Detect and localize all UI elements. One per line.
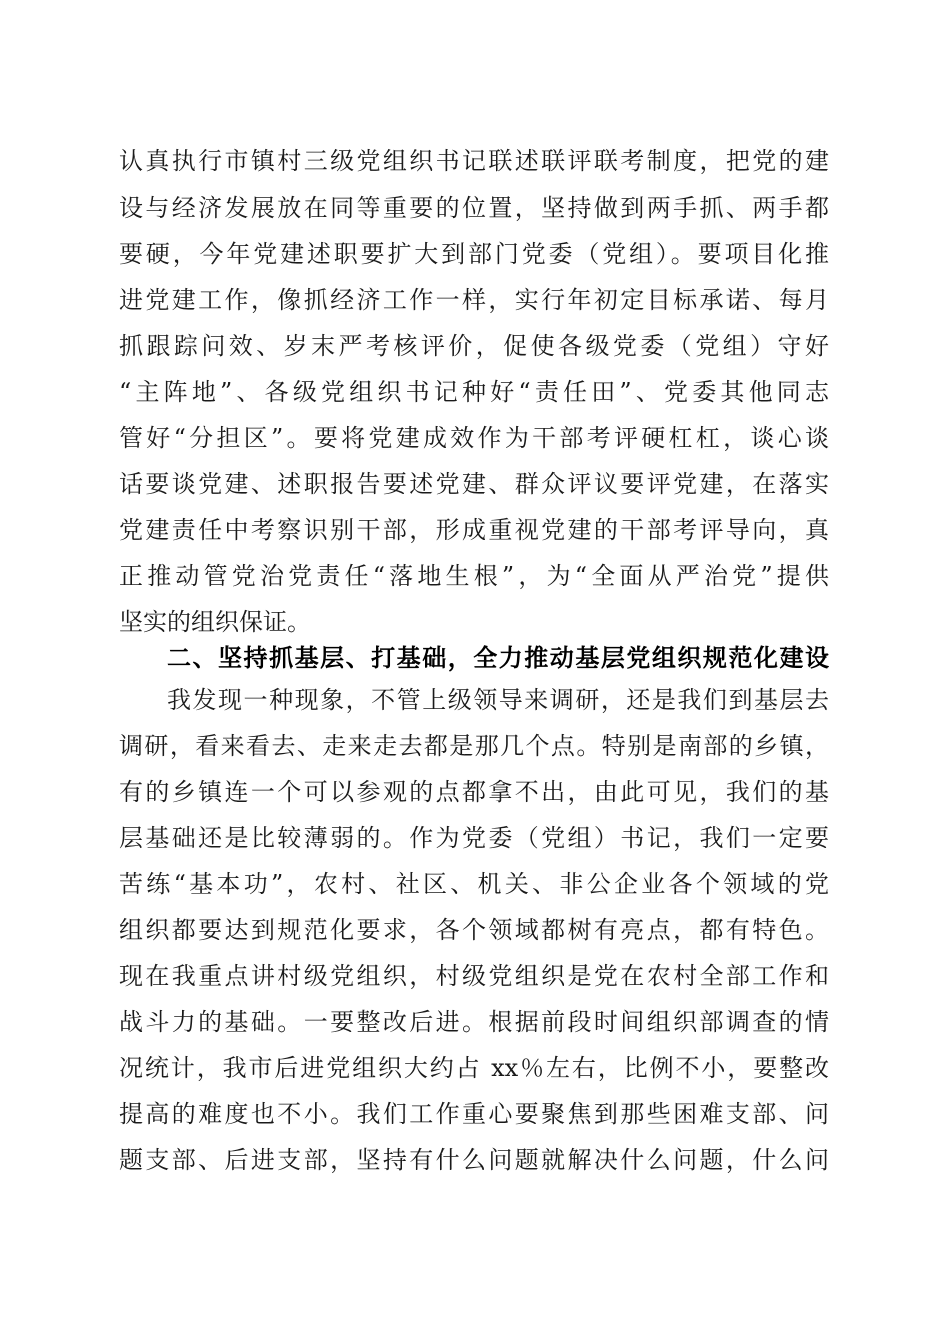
paragraph-1-line-6: “主阵地”、各级党组织书记种好“责任田”、党委其他同志 bbox=[119, 378, 829, 406]
paragraph-2-line-1: 我发现一种现象，不管上级领导来调研，还是我们到基层去 bbox=[167, 686, 829, 714]
paragraph-1-line-7: 管好“分担区”。要将党建成效作为干部考评硬杠杠，谈心谈 bbox=[119, 424, 829, 452]
paragraph-2-line-4: 层基础还是比较薄弱的。作为党委（党组）书记，我们一定要 bbox=[119, 824, 829, 852]
paragraph-2-line-2: 调研，看来看去、走来走去都是那几个点。特别是南部的乡镇， bbox=[119, 732, 829, 760]
paragraph-2-line-5: 苦练“基本功”，农村、社区、机关、非公企业各个领域的党 bbox=[119, 870, 829, 898]
paragraph-2-line-10: 提高的难度也不小。我们工作重心要聚焦到那些困难支部、问 bbox=[119, 1100, 829, 1128]
paragraph-1-line-11: 坚实的组织保证。 bbox=[119, 608, 311, 636]
paragraph-2-line-3: 有的乡镇连一个可以参观的点都拿不出，由此可见，我们的基 bbox=[119, 778, 829, 806]
paragraph-2-line-6: 组织都要达到规范化要求，各个领域都树有亮点，都有特色。 bbox=[119, 916, 829, 944]
paragraph-1-line-10: 正推动管党治党责任“落地生根”，为“全面从严治党”提供 bbox=[119, 562, 829, 590]
paragraph-2-line-9: 况统计，我市后进党组织大约占 xx％左右，比例不小，要整改 bbox=[119, 1054, 829, 1082]
paragraph-2-line-7: 现在我重点讲村级党组织，村级党组织是党在农村全部工作和 bbox=[119, 962, 829, 990]
paragraph-2-line-11: 题支部、后进支部，坚持有什么问题就解决什么问题，什么问 bbox=[119, 1146, 829, 1174]
paragraph-1-line-4: 进党建工作，像抓经济工作一样，实行年初定目标承诺、每月 bbox=[119, 286, 829, 314]
paragraph-1-line-9: 党建责任中考察识别干部，形成重视党建的干部考评导向，真 bbox=[119, 516, 829, 544]
paragraph-1-line-2: 设与经济发展放在同等重要的位置，坚持做到两手抓、两手都 bbox=[119, 194, 829, 222]
paragraph-1-line-3: 要硬，今年党建述职要扩大到部门党委（党组）。要项目化推 bbox=[119, 240, 829, 268]
section-heading: 二、坚持抓基层、打基础，全力推动基层党组织规范化建设 bbox=[167, 644, 829, 672]
paragraph-1-line-8: 话要谈党建、述职报告要述党建、群众评议要评党建，在落实 bbox=[119, 470, 829, 498]
paragraph-1-line-5: 抓跟踪问效、岁末严考核评价，促使各级党委（党组）守好 bbox=[119, 332, 829, 360]
paragraph-2-line-8: 战斗力的基础。一要整改后进。根据前段时间组织部调查的情 bbox=[119, 1008, 829, 1036]
paragraph-1-line-1: 认真执行市镇村三级党组织书记联述联评联考制度，把党的建 bbox=[119, 147, 829, 175]
